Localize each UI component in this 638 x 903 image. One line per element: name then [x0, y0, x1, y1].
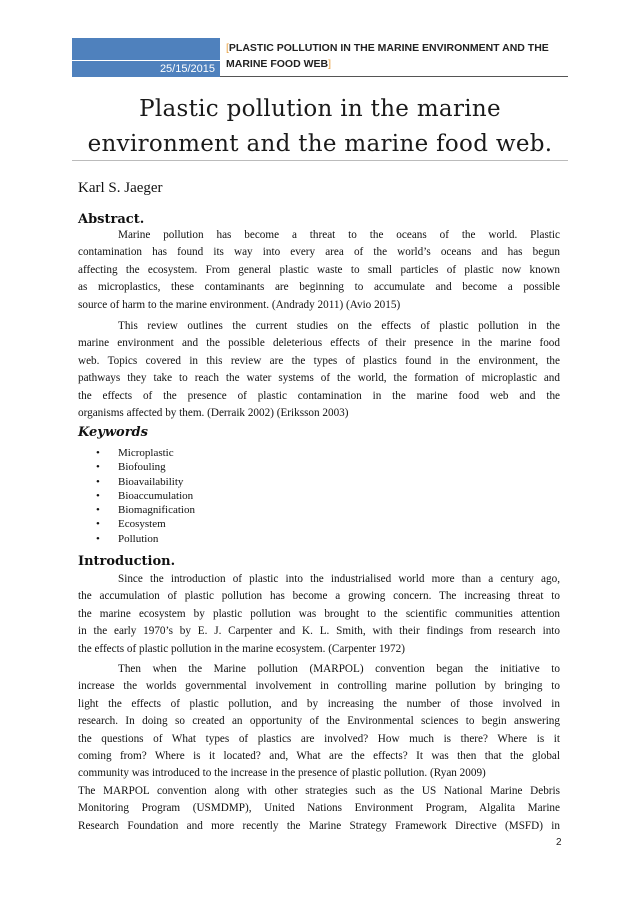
text-line: as microplastics, these contaminants are beginning to accumulate and become a possible: [78, 281, 560, 294]
title-line: Plastic pollution in the marine: [139, 96, 501, 122]
document-title: [72, 92, 568, 162]
header-date: 25/15/2015: [159, 63, 215, 75]
text-line: Monitoring Program (USMDMP), United Nations Environment Program, Algalita Marine: [78, 802, 560, 815]
text-line: organisms affected by them. (Derraik 2002) (Eriksson 2003): [78, 407, 349, 420]
abstract-heading: Abstract.: [78, 212, 145, 227]
text-line: Marine pollution has become a threat to the oceans of the world. Plastic: [118, 229, 560, 241]
keyword-item: • Microplastic: [96, 446, 195, 460]
text-line: Then when the Marine pollution (MARPOL) convention began the initiative to: [118, 663, 560, 675]
header-date-box: [72, 61, 220, 77]
text-line: pathways they take to reach the water systems of the world, the formation of microplastic and: [78, 372, 560, 385]
introduction-heading: Introduction.: [78, 554, 176, 569]
text-line: Since the introduction of plastic into the industrialised world more than a century ago,: [118, 573, 560, 585]
text-line: The MARPOL convention along with other strategies such as the US National Marine Debris: [78, 784, 560, 797]
keyword-item: • Pollution: [96, 532, 195, 546]
abstract-paragraph-1: [78, 227, 560, 314]
keyword-item: • Bioavailability: [96, 475, 195, 489]
keywords-list: [96, 446, 195, 546]
text-line: affecting the ecosystem. From general plastic waste to small particles of plastic now known: [78, 263, 560, 276]
header-rule: [220, 76, 568, 77]
text-line: marine environment and the possible deleterious effects of their presence in the marine food: [78, 337, 560, 350]
text-line: research. In doing so created an opportunity of the Environmental sciences to begin answering: [78, 715, 560, 728]
page-number: 2: [556, 837, 562, 848]
text-line: increase the worlds governmental involvement in controlling marine pollution by bringing to: [78, 680, 560, 693]
keyword-item: • Ecosystem: [96, 517, 195, 531]
title-rule: [72, 160, 568, 161]
text-line: light the effects of plastic pollution, and by increasing the number of those involved in: [78, 697, 560, 710]
text-line: the marine ecosystem by plastic pollution was brought to the scientific communities attention: [78, 607, 560, 620]
text-line: source of harm to the marine environment. (Andrady 2011) (Avio 2015): [78, 298, 401, 311]
text-line: coming from? Where is it located? and, What are the effects? It was then that the global: [78, 750, 560, 763]
author-name: Karl S. Jaeger: [78, 180, 163, 196]
header-bracket-close: ]: [328, 58, 331, 70]
running-header-title: [226, 40, 571, 72]
introduction-paragraph-2: [78, 661, 560, 835]
header-color-bar: [72, 38, 220, 61]
introduction-paragraph-1: [78, 571, 560, 658]
title-line: environment and the marine food web.: [87, 131, 553, 157]
keyword-item: • Bioaccumulation: [96, 489, 195, 503]
header-title-text: PLASTIC POLLUTION IN THE MARINE ENVIRONMENT AND THE MARINE FOOD WEB: [226, 42, 549, 70]
header-bracket-open: [: [226, 42, 229, 54]
text-line: the effects of plastic pollution in the marine ecosystem. (Carpenter 1972): [78, 642, 405, 655]
abstract-paragraph-2: [78, 318, 560, 422]
text-line: web. Topics covered in this review are the types of plastics found in the environment, the: [78, 354, 560, 367]
text-line: the accumulation of plastic pollution has become a growing concern. The increasing threat to: [78, 590, 560, 603]
text-line: This review outlines the current studies on the effects of plastic pollution in the: [118, 320, 560, 332]
keyword-item: • Biofouling: [96, 460, 195, 474]
text-line: the effects of the presence of plastic contamination in the marine food web and the: [78, 389, 560, 402]
text-line: Research Foundation and more recently the Marine Strategy Framework Directive (MSFD) in: [78, 819, 560, 832]
keyword-item: • Biomagnification: [96, 503, 195, 517]
text-line: the questions of What types of plastics are involved? How much is there? Where is it: [78, 732, 560, 745]
text-line: in the early 1970’s by E. J. Carpenter and K. L. Smith, with their findings from research into: [78, 625, 560, 638]
keywords-heading: Keywords: [78, 425, 148, 440]
text-line: community was introduced to the increase in the presence of plastic pollution. (Ryan 2009): [78, 767, 486, 780]
text-line: contamination has found its way into every area of the world’s oceans and has begun: [78, 246, 560, 259]
